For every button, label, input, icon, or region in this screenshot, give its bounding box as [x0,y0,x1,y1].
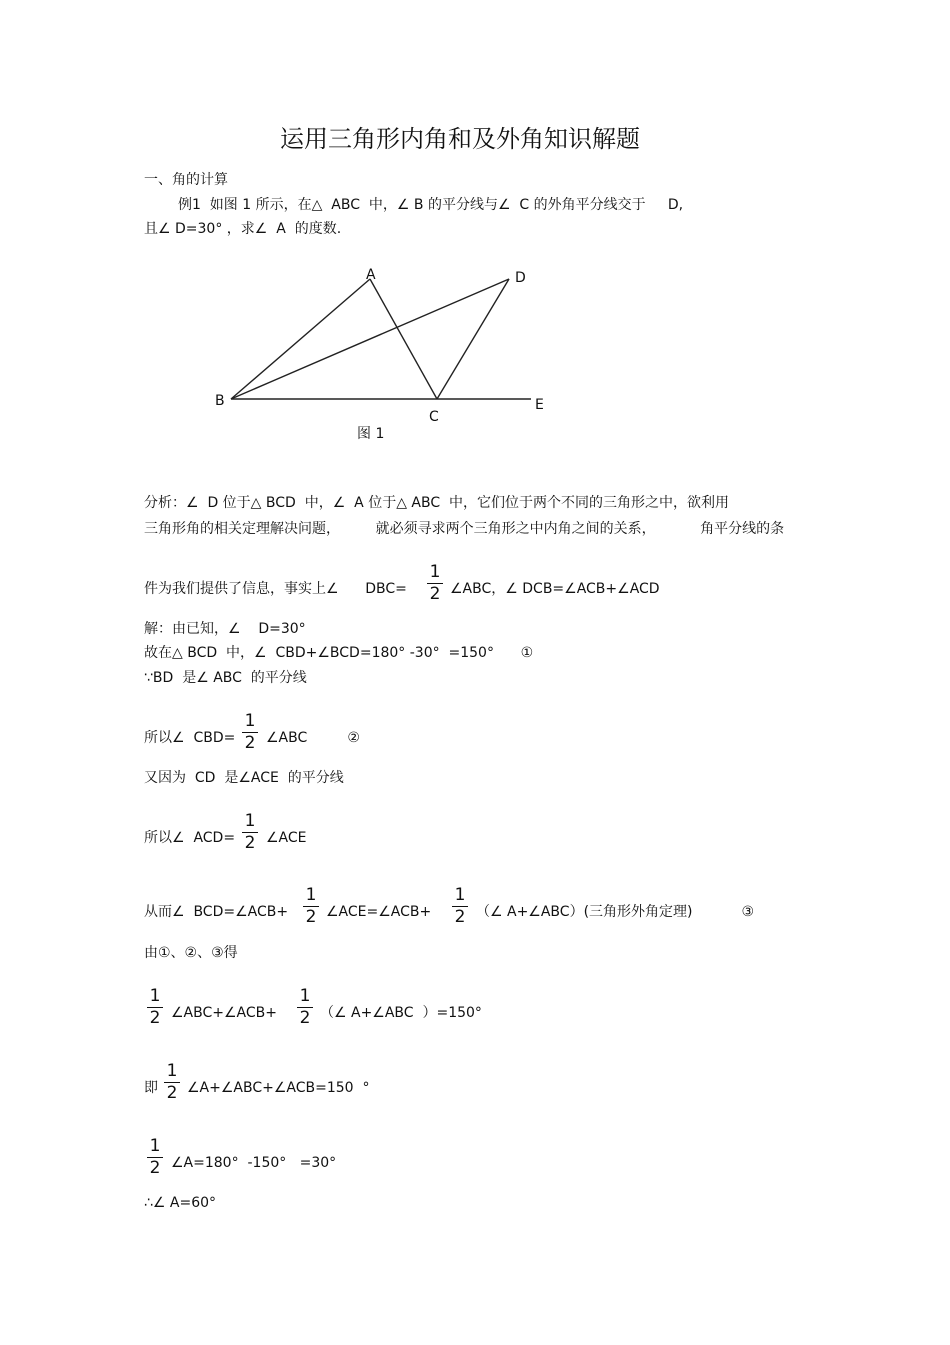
example-text-line-1: 例1 如图 1 所示，在△ ABC 中，∠ B 的平分线与∠ C 的外角平分线交于 D, [178,197,684,213]
solution-conclusion: ∴∠ A=60° [144,1195,217,1211]
fraction-one-half: 1 2 [297,987,313,1027]
solution-line-11: ∠A=180° -150° =30° [171,1155,337,1171]
solution-line-6-start: 所以∠ ACD= [144,830,236,846]
solution-line-10-end: ∠A+∠ABC+∠ACB=150 ° [187,1080,370,1096]
solution-line-3: ∵BD 是∠ ABC 的平分线 [144,670,307,686]
solution-line-10-start: 即 [144,1080,158,1096]
segment-BA [231,279,370,399]
analysis-line-3-start: 件为我们提供了信息，事实上∠ DBC= [144,581,407,597]
solution-line-6-end: ∠ACE [266,830,307,846]
solution-line-1: 解：由已知，∠ D=30° [144,621,306,637]
triangle-figure [205,262,565,447]
segment-AC [370,279,437,399]
fraction-one-half: 1 2 [303,886,319,926]
solution-line-7-part-2: ∠ACE=∠ACB+ [326,904,432,920]
fraction-one-half: 1 2 [147,987,163,1027]
example-text-line-2: 且∠ D=30° ，求∠ A 的度数. [144,221,342,237]
fraction-one-half: 1 2 [164,1062,180,1102]
fraction-one-half: 1 2 [242,712,258,752]
vertex-label-e: E [535,397,544,413]
solution-line-4-end: ∠ABC ② [266,730,360,746]
solution-line-4-start: 所以∠ CBD= [144,730,236,746]
figure-caption: 图 1 [357,426,385,442]
segment-CD [437,279,509,399]
fraction-one-half: 1 2 [242,812,258,852]
section-heading: 一、角的计算 [144,172,228,188]
analysis-line-1: 分析：∠ D 位于△ BCD 中，∠ A 位于△ ABC 中，它们位于两个不同的三角形之中，欲利用 [144,495,730,511]
solution-line-5: 又因为 CD 是∠ACE 的平分线 [144,770,344,786]
segment-BD [231,279,509,399]
vertex-label-c: C [429,409,439,425]
solution-line-8: 由①、②、③得 [144,945,238,961]
vertex-label-a: A [366,267,376,283]
solution-line-9-start: ∠ABC+∠ACB+ [171,1005,277,1021]
solution-line-7-part-1: 从而∠ BCD=∠ACB+ [144,904,289,920]
vertex-label-d: D [515,270,526,286]
solution-line-2: 故在△ BCD 中，∠ CBD+∠BCD=180° -30° =150° ① [144,645,534,661]
solution-line-7-part-3: （∠ A+∠ABC）(三角形外角定理) ③ [476,904,754,920]
vertex-label-b: B [215,393,225,409]
analysis-line-3-end: ∠ABC，∠ DCB=∠ACB+∠ACD [450,581,660,597]
analysis-line-2: 三角形角的相关定理解决问题， 就必须寻求两个三角形之中内角之间的关系， 角平分线的条 [144,521,785,537]
fraction-one-half: 1 2 [452,886,468,926]
page-title: 运用三角形内角和及外角知识解题 [280,125,640,153]
fraction-one-half: 1 2 [427,563,443,603]
solution-line-9-end: （∠ A+∠ABC ）=150° [320,1005,482,1021]
fraction-one-half: 1 2 [147,1137,163,1177]
